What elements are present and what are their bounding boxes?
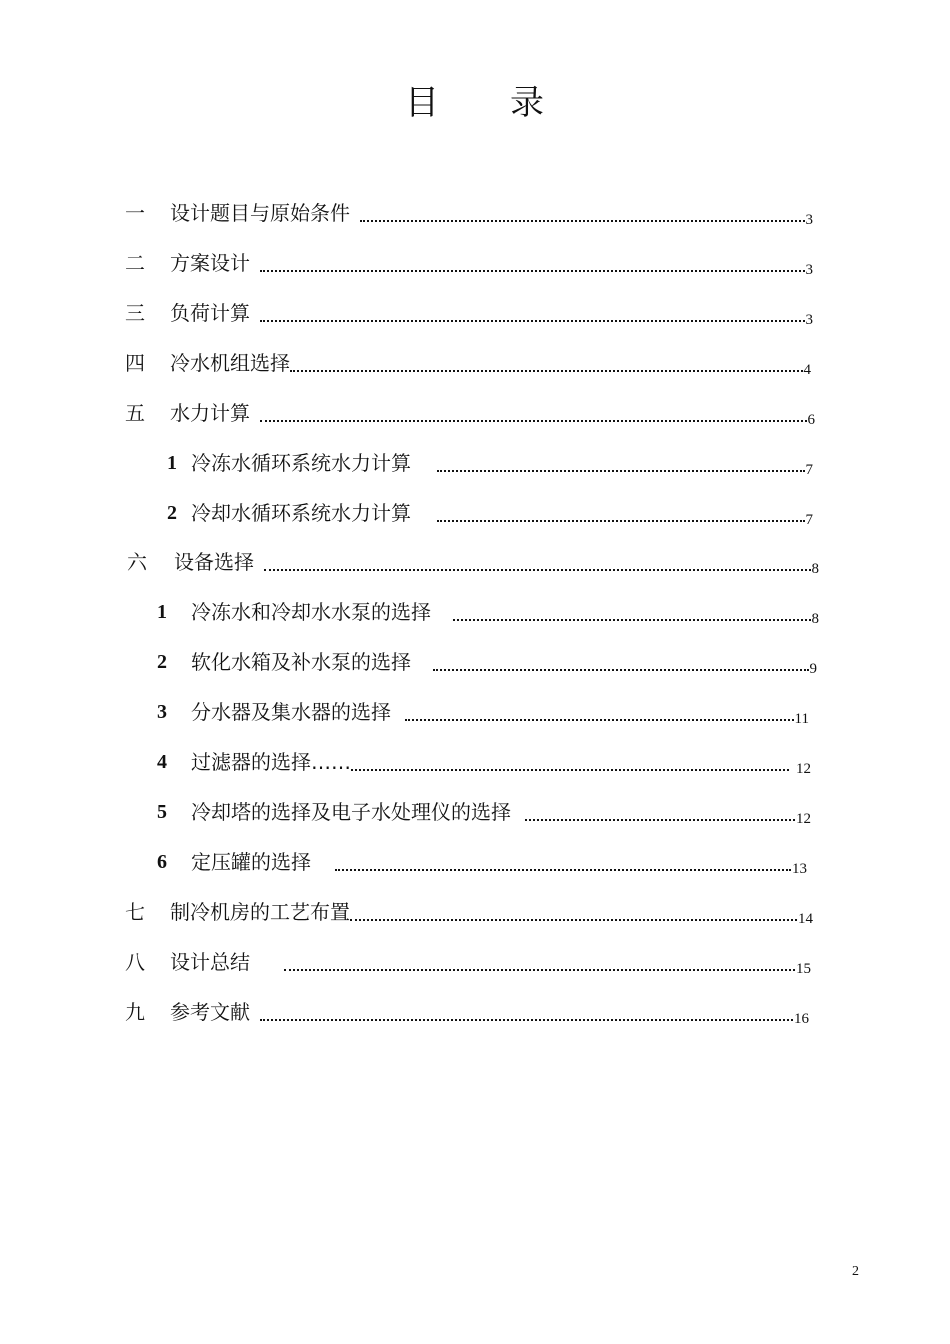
toc-entry-number: 1: [157, 601, 167, 623]
toc-entry[interactable]: [127, 545, 819, 575]
toc-leader-dots: [437, 506, 805, 526]
toc-entry-number: 3: [157, 701, 167, 723]
toc-entry-number: 5: [157, 801, 167, 823]
toc-entry[interactable]: [125, 246, 813, 276]
toc-entry-page: 14: [798, 911, 813, 927]
toc-entry[interactable]: [125, 945, 811, 975]
toc-leader-dots: [525, 805, 795, 825]
toc-leader-dots: [260, 256, 805, 276]
toc-entry-label: 冷水机组选择: [170, 351, 290, 375]
toc-entry-label: 设备选择: [174, 550, 254, 574]
toc-entry-page: 13: [792, 861, 807, 877]
toc-leader-dots: [350, 905, 797, 925]
toc-entry-number: 6: [157, 851, 167, 873]
toc-entry[interactable]: [157, 695, 809, 725]
toc-entry-page: 16: [794, 1011, 809, 1027]
toc-entry-label: 负荷计算: [170, 301, 250, 325]
toc-entry-number: 七: [125, 900, 145, 924]
toc-leader-dots: [335, 855, 791, 875]
toc-entry[interactable]: [125, 895, 813, 925]
toc-leader-dots: [290, 356, 803, 376]
toc-entry[interactable]: [125, 346, 811, 376]
toc-leader-dots: [437, 456, 805, 476]
toc-entry[interactable]: [125, 296, 813, 326]
toc-entry-page: 6: [807, 412, 815, 428]
toc-entry-page: 4: [803, 362, 811, 378]
toc-entry-number: 九: [125, 1000, 145, 1024]
toc-entry-label: 分水器及集水器的选择: [191, 700, 391, 724]
toc-entry-number: 一: [125, 201, 145, 225]
toc-entry[interactable]: [157, 595, 819, 625]
toc-entry-page: 8: [811, 561, 819, 577]
toc-entry[interactable]: [167, 496, 813, 526]
toc-leader-dots: [351, 755, 789, 775]
toc-leader-dots: [260, 406, 807, 426]
toc-leader-dots: [453, 605, 811, 625]
toc-entry-page: 12: [796, 811, 811, 827]
toc-leader-dots: [433, 655, 809, 675]
toc-entry[interactable]: [167, 446, 813, 476]
toc-entry-number: 1: [167, 452, 177, 474]
toc-entry-label: 设计总结: [170, 950, 250, 974]
toc-entry-number: 五: [125, 401, 145, 425]
toc-entry[interactable]: [125, 995, 809, 1025]
toc-entry-label: 水力计算: [170, 401, 250, 425]
toc-entry[interactable]: [157, 745, 811, 775]
toc-entry-label: 冷冻水和冷却水水泵的选择: [191, 600, 431, 624]
toc-entry-label: 制冷机房的工艺布置: [170, 900, 350, 924]
toc-entry-page: 3: [805, 312, 813, 328]
toc-entry-number: 六: [127, 550, 147, 574]
toc-leader-dots: [284, 955, 795, 975]
toc-leader-dots: [264, 555, 811, 575]
toc-entry-page: 15: [796, 961, 811, 977]
toc-entry-page: 12: [796, 761, 811, 777]
toc-entry-number: 2: [157, 651, 167, 673]
toc-entry-label: 定压罐的选择: [191, 850, 311, 874]
toc-entry[interactable]: [125, 396, 815, 426]
toc-entry-page: 11: [794, 711, 809, 727]
toc-entry[interactable]: [157, 795, 811, 825]
toc-entry-page: 8: [811, 611, 819, 627]
page-number: 2: [852, 1264, 859, 1279]
toc-entry-label: 冷冻水循环系统水力计算: [191, 451, 411, 475]
toc-entry-number: 三: [125, 301, 145, 325]
toc-entry-label: 设计题目与原始条件: [170, 201, 350, 225]
toc-entry-number: 二: [125, 251, 145, 275]
toc-entry-page: 3: [805, 262, 813, 278]
toc-entry-page: 7: [805, 462, 813, 478]
toc-entry-label: 冷却水循环系统水力计算: [191, 501, 411, 525]
toc-leader-dots: [405, 705, 794, 725]
toc-entry-page: 9: [809, 661, 817, 677]
toc-entry-label: 参考文献: [170, 1000, 250, 1024]
toc-entry-page: 3: [805, 212, 813, 228]
toc-title-char-1: 目: [405, 83, 439, 123]
toc-entry[interactable]: [125, 196, 813, 226]
toc-title-char-2: 录: [510, 83, 544, 123]
toc-entry-label: 软化水箱及补水泵的选择: [191, 650, 411, 674]
toc-entry-label: 冷却塔的选择及电子水处理仪的选择: [191, 800, 511, 824]
toc-leader-dots: [260, 306, 805, 326]
toc-entry[interactable]: [157, 845, 807, 875]
toc-entry-number: 4: [157, 751, 167, 773]
toc-entry-number: 四: [125, 351, 145, 375]
toc-entry-number: 2: [167, 502, 177, 524]
toc-entry-page: 7: [805, 512, 813, 528]
toc-entry[interactable]: [157, 645, 817, 675]
toc-leader-dots: [260, 1005, 793, 1025]
toc-entry-label: 方案设计: [170, 251, 250, 275]
toc-entry-number: 八: [125, 950, 145, 974]
toc-leader-dots: [360, 206, 805, 226]
toc-entry-label: 过滤器的选择……: [191, 750, 351, 774]
